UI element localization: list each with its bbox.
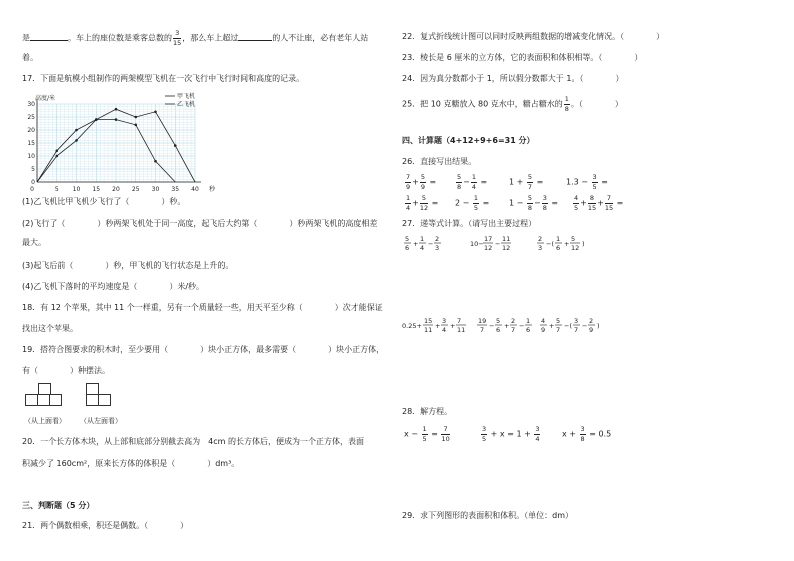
caption-top-view: （从上面看） — [24, 417, 66, 425]
data-point — [154, 160, 157, 163]
q24: 24．因为真分数都小于 1，所以假分数都大于 1。（ ） — [402, 74, 624, 83]
data-point — [115, 118, 118, 121]
x-tick-label: 5 — [54, 186, 59, 193]
q17-sub1: (1)乙飞机比甲飞机少飞行了（ ）秒。 — [22, 197, 186, 206]
data-point — [75, 129, 78, 132]
cube-square — [49, 394, 62, 406]
svg-text:5: 5 — [496, 317, 501, 325]
q18-line2: 找出这个苹果。 — [22, 324, 78, 333]
data-point — [115, 108, 118, 111]
svg-text:6: 6 — [526, 326, 531, 334]
chart-ticks — [27, 94, 215, 193]
svg-text:4: 4 — [420, 244, 425, 252]
chart-grid — [37, 104, 195, 182]
svg-text:12: 12 — [502, 244, 511, 252]
q16-text-d: 的人不让座，必有老年人站 — [272, 33, 369, 43]
svg-text:3: 3 — [442, 317, 447, 325]
q27-expressions — [402, 232, 782, 352]
y-tick-label: 10 — [27, 153, 35, 160]
origin-label: 0 — [30, 186, 34, 193]
section-4-title: 四、计算题（4+12+9+6=31 分） — [402, 136, 535, 145]
q17-sub4: (4)乙飞机下落时的平均速度是（ ）米/秒。 — [22, 282, 205, 291]
svg-text:5: 5 — [571, 235, 576, 243]
fraction: $\frac{3}{15}$ — [173, 29, 182, 47]
q16-line2: 着。 — [22, 53, 38, 62]
x-tick-label: 30 — [151, 186, 160, 193]
calc-item: 2 − $\frac{1}{5}$ = — [455, 194, 490, 212]
q16-text-b: 。车上的座位数是乘客总数的 — [68, 33, 172, 43]
q26: 26．直接写出结果。 — [402, 157, 477, 166]
y-tick-label: 15 — [27, 140, 35, 147]
svg-text:2: 2 — [435, 235, 440, 243]
q27: 27．递等式计算。（请写出主要过程） — [402, 219, 537, 228]
equation-1: x − $\frac{1}{5}$ = $\frac{7}{10}$ — [404, 425, 450, 443]
calc-item: 1 − $\frac{5}{8}$ − $\frac{3}{8}$ = — [509, 194, 559, 212]
svg-text:−: − — [495, 240, 501, 248]
svg-text:4: 4 — [442, 326, 447, 334]
svg-text:9: 9 — [541, 326, 546, 334]
svg-text:2: 2 — [511, 317, 516, 325]
svg-text:−: − — [428, 240, 434, 248]
q17-sub2b: 最大。 — [22, 238, 46, 247]
svg-text:5: 5 — [556, 317, 561, 325]
svg-text:): ) — [597, 322, 600, 330]
svg-text:19: 19 — [478, 317, 487, 325]
data-point — [174, 144, 177, 147]
svg-text:+: + — [435, 322, 441, 330]
svg-text:10−: 10− — [470, 240, 484, 248]
data-point — [154, 111, 157, 114]
chart-legend — [165, 92, 195, 108]
svg-text:7: 7 — [556, 326, 561, 334]
q16-line1 — [22, 30, 368, 46]
svg-text:2: 2 — [589, 317, 594, 325]
q29: 29．求下列图形的表面积和体积。（单位：dm） — [402, 511, 574, 520]
svg-text:7: 7 — [574, 326, 579, 334]
svg-text:11: 11 — [424, 326, 433, 334]
q25: 25．把 10 克糖放入 80 克水中，糖占糖水的 $\frac{1}{8}$ 。（ ） — [402, 95, 623, 113]
y-tick-label: 25 — [27, 114, 35, 121]
data-point — [75, 139, 78, 142]
x-tick-label: 25 — [131, 186, 140, 193]
y-tick-label: 5 — [31, 166, 35, 173]
expr-frac-den: 6 — [405, 244, 410, 252]
svg-text:6: 6 — [556, 244, 561, 252]
svg-text:12: 12 — [571, 244, 580, 252]
svg-text:15: 15 — [424, 317, 433, 325]
calc-item: 1.3 − $\frac{3}{5}$ = — [566, 173, 608, 191]
data-point — [55, 155, 58, 158]
svg-text:+: + — [549, 322, 555, 330]
svg-text:+: + — [564, 240, 570, 248]
svg-text:1: 1 — [420, 235, 425, 243]
svg-text:−: − — [519, 322, 525, 330]
svg-text:17: 17 — [484, 235, 493, 243]
calc-item: 1 + $\frac{5}{7}$ = — [509, 173, 544, 191]
q17-title: 17．下面是航模小组制作的两架模型飞机在一次飞行中飞行时间和高度的记录。 — [22, 74, 305, 83]
calc-item: $\frac{5}{8}$ − $\frac{1}{4}$ = — [457, 173, 488, 191]
q18-line1: 18．有 12 个苹果，其中 11 个一样重，另有一个质量轻一些，用天平至少称（ ）次才能保证 — [22, 303, 383, 312]
svg-text:0.25+: 0.25+ — [402, 322, 422, 330]
q19-line2: 有（ ）种摆法。 — [22, 366, 110, 375]
svg-text:7: 7 — [511, 326, 516, 334]
svg-text:6: 6 — [496, 326, 501, 334]
cube-square — [98, 394, 111, 406]
svg-text:3: 3 — [574, 317, 579, 325]
y-tick-label: 0 — [31, 179, 35, 186]
svg-text:1: 1 — [556, 235, 561, 243]
legend-label: 乙飞机 — [177, 101, 196, 108]
calc-item: $\frac{4}{5}$ + $\frac{8}{15}$ + $\frac{7}{15}$ = — [574, 194, 624, 212]
expr-frac-num: 5 — [405, 235, 410, 243]
y-tick-label: 30 — [27, 101, 35, 108]
data-point — [55, 150, 58, 153]
fraction: $\frac{1}{8}$ — [564, 95, 569, 113]
q19-line1: 19．搭符合图要求的积木时，至少要用（ ）块小正方体，最多需要（ ）块小正方体， — [22, 345, 385, 354]
svg-text:4: 4 — [541, 317, 546, 325]
x-tick-label: 35 — [171, 186, 180, 193]
q16-text-c: ，那么车上超过 — [182, 33, 239, 43]
y-tick-label: 20 — [27, 127, 35, 134]
section-3-title: 三、判断题（5 分） — [22, 501, 95, 510]
svg-text:−: − — [489, 322, 495, 330]
calc-item: $\frac{1}{4}$ + $\frac{5}{12}$ = — [406, 194, 439, 212]
q17-sub2a: (2)飞行了（ ）秒两架飞机处于同一高度，起飞后大约第（ ）秒两架飞机的高度相差 — [22, 219, 378, 228]
calc-item: $\frac{7}{9}$ + $\frac{5}{9}$ = — [406, 173, 437, 191]
data-point — [134, 116, 137, 119]
q28: 28．解方程。 — [402, 407, 453, 416]
svg-text:+: + — [413, 240, 419, 248]
svg-text:1: 1 — [526, 317, 531, 325]
svg-text:7: 7 — [457, 317, 462, 325]
x-axis-label: 秒 — [209, 186, 215, 193]
svg-text:−(: −( — [564, 322, 572, 330]
svg-text:−: − — [582, 322, 588, 330]
x-tick-label: 15 — [92, 186, 101, 193]
equation-2: $\frac{3}{5}$ + x = 1 + $\frac{3}{4}$ — [482, 425, 540, 443]
q20-line1: 20．一个长方体木块，从上部和底部分别截去高为 4cm 的长方体后，便成为一个正方体，表面 — [22, 437, 364, 446]
svg-text:3: 3 — [435, 244, 440, 252]
flight-line-chart — [25, 90, 215, 195]
q16-text-a: 是 — [22, 33, 30, 43]
q22: 22．复式折线统计图可以同时反映两组数据的增减变化情况。（ ） — [402, 32, 665, 41]
svg-text:7: 7 — [480, 326, 485, 334]
x-tick-label: 20 — [112, 186, 120, 193]
svg-text:+: + — [450, 322, 456, 330]
svg-text:11: 11 — [502, 235, 511, 243]
svg-text:+: + — [504, 322, 510, 330]
x-tick-label: 40 — [191, 186, 199, 193]
caption-left-view: （从左面看） — [80, 417, 122, 425]
svg-text:9: 9 — [589, 326, 594, 334]
q17-sub3: (3)起飞后前（ ）秒，甲飞机的飞行状态是上升的。 — [22, 261, 234, 270]
data-point — [134, 124, 137, 127]
x-tick-label: 10 — [72, 186, 81, 193]
svg-text:12: 12 — [484, 244, 493, 252]
answer-blank[interactable] — [238, 33, 272, 41]
data-point — [95, 118, 98, 121]
svg-text:2: 2 — [538, 235, 543, 243]
q23: 23．棱长是 6 厘米的立方体，它的表面积和体积相等。（ ） — [402, 53, 643, 62]
y-axis-label: 高度/米 — [35, 95, 56, 102]
svg-text:−(: −( — [546, 240, 554, 248]
q21: 21．两个偶数相乘，积还是偶数。（ ） — [22, 521, 189, 530]
equation-3: x + $\frac{3}{8}$ = 0.5 — [562, 425, 612, 443]
svg-text:11: 11 — [457, 326, 466, 334]
answer-blank[interactable] — [30, 33, 68, 41]
svg-text:3: 3 — [538, 244, 543, 252]
svg-text:): ) — [582, 240, 585, 248]
q20-line2: 积减少了 160cm²，原来长方体的体积是（ ）dm³。 — [22, 459, 240, 468]
legend-label: 甲飞机 — [177, 93, 196, 100]
